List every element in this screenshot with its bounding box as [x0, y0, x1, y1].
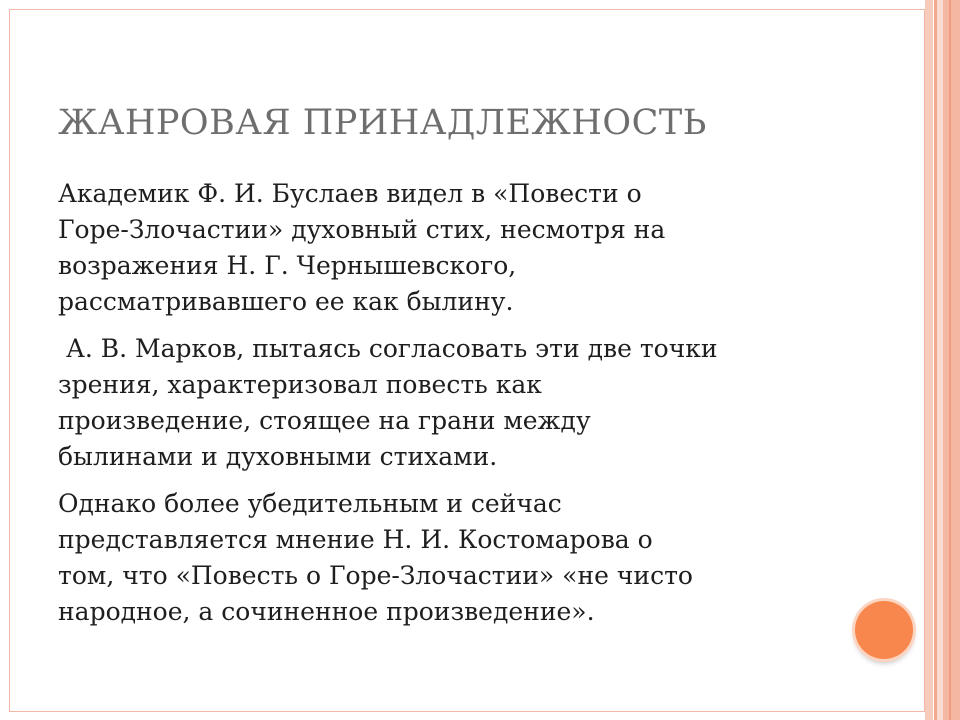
text-line: А. В. Марков, пытаясь согласовать эти две точки [58, 334, 718, 363]
text-line: народное, а сочиненное произведение». [58, 597, 595, 626]
text-line: произведение, стоящее на грани между [58, 406, 591, 435]
paragraph-markov [58, 331, 858, 475]
text-line: возражения Н. Г. Чернышевского, [58, 251, 517, 280]
text-line: рассматривавшего ее как былину. [58, 287, 514, 316]
text-line: Горе-Злочастии» духовный стих, несмотря на [58, 215, 666, 244]
decorative-stripe [949, 0, 951, 720]
decorative-circle [855, 601, 913, 659]
paragraph-buslaev [58, 176, 858, 320]
text-line: представляется мнение Н. И. Костомарова о [58, 525, 653, 554]
decorative-stripe [925, 0, 933, 720]
text-line: том, что «Повесть о Горе-Злочастии» «не чисто [58, 561, 693, 590]
text-line: зрения, характеризовал повесть как [58, 370, 542, 399]
text-line: Академик Ф. И. Буслаев видел в «Повести о [58, 179, 642, 208]
paragraph-kostomarov [58, 486, 858, 630]
decorative-stripe [943, 0, 960, 720]
text-line: Однако более убедительным и сейчас [58, 489, 562, 518]
slide-body [58, 176, 858, 641]
text-line: былинами и духовными стихами. [58, 442, 498, 471]
slide-title: ЖАНРОВАЯ ПРИНАДЛЕЖНОСТЬ [58, 103, 707, 143]
